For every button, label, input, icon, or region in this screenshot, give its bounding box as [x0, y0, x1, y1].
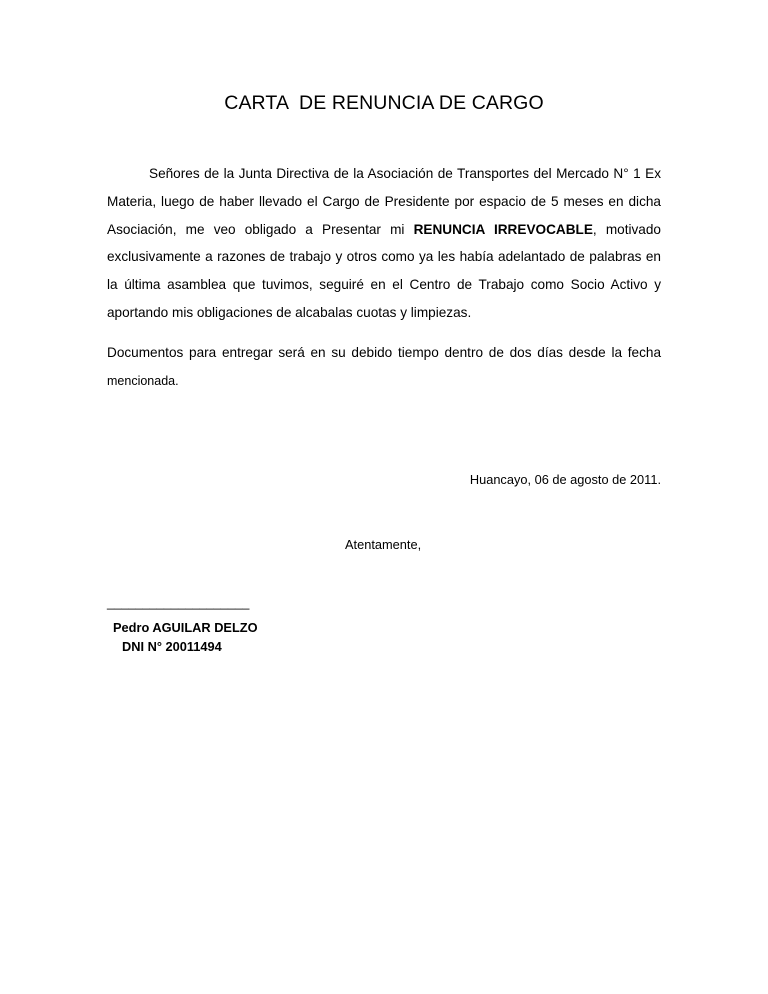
signatory-dni: DNI N° 20011494 [122, 639, 222, 654]
signatory-name: Pedro AGUILAR DELZO [113, 620, 258, 635]
resignation-emphasis: RENUNCIA IRREVOCABLE [413, 221, 593, 237]
paragraph-documents [107, 339, 661, 396]
paragraph-text-start: Señores de la Junta Directiva de la Asociación de Transportes del Mercado N° 1 Ex Materia, luego de haber llevado el Cargo de Presidente por espacio de 5 meses en dicha Asociación, me veo obligado a Presentar mi [107, 166, 661, 237]
signature-line: ____________________ [107, 595, 250, 610]
date-line: Huancayo, 06 de agosto de 2011. [469, 472, 661, 487]
paragraph-documents-tail: mencionada. [107, 373, 179, 388]
paragraph-text-end: , motivado exclusivamente a razones de trabajo y otros como ya les había adelantado de palabras en la última asamblea que tuvimos, seguiré en el Centro de Trabajo como Socio Activo y aportando mis obligaciones de alcabalas cuotas y limpiezas. [107, 221, 661, 320]
paragraph-resignation [107, 160, 661, 327]
page-title: CARTA DE RENUNCIA DE CARGO [224, 92, 544, 114]
closing-salutation: Atentamente, [345, 537, 422, 552]
paragraph-documents-main: Documentos para entregar será en su debido tiempo dentro de dos días desde la fecha [107, 345, 661, 360]
